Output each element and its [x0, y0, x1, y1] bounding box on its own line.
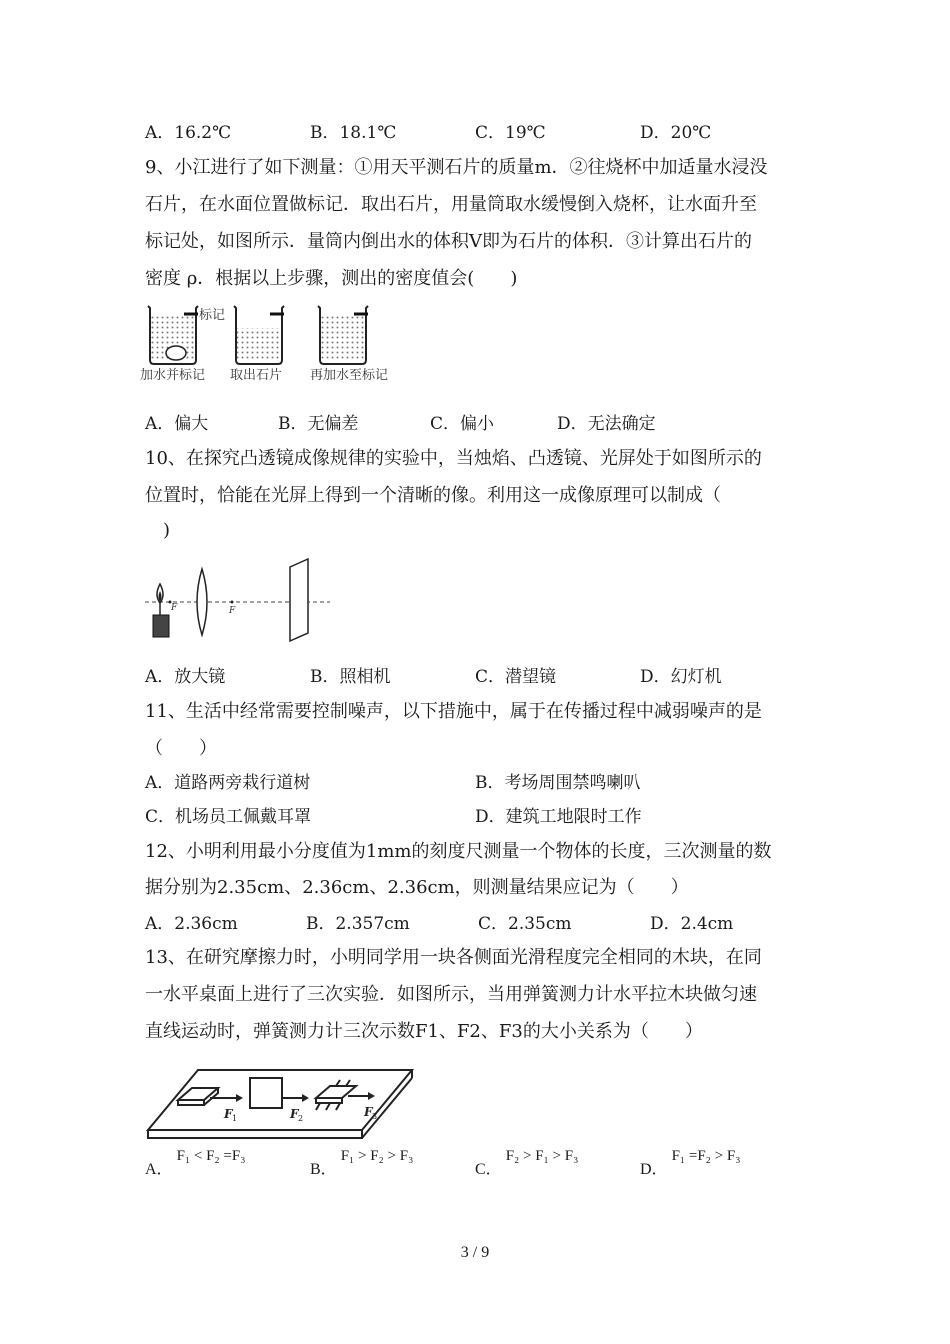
candle	[153, 584, 169, 637]
caption-3: 再加水至标记	[310, 368, 389, 383]
beaker-refilled	[310, 306, 388, 383]
q10-line-3: )	[145, 520, 171, 541]
q12-line-1: 12、小明利用最小分度值为1mm的刻度尺测量一个物体的长度，三次测量的数	[145, 841, 772, 862]
q13-option-d-expr: F₁ =F₂ > F₃	[671, 1148, 741, 1164]
caption-1: 加水并标记	[140, 368, 206, 383]
q13-option-c	[475, 1148, 579, 1179]
q11-line-2: （ ）	[145, 738, 217, 759]
force-sub-2: 2	[298, 1114, 304, 1123]
q9-line-3: 标记处，如图所示．量筒内倒出水的体积V即为石片的体积．③计算出石片的	[145, 231, 752, 252]
q10-optics-figure	[140, 555, 340, 650]
q13-option-b-expr: F₁ > F₂ > F₃	[340, 1148, 414, 1164]
q10-line-1: 10、在探究凸透镜成像规律的实验中，当烛焰、凸透镜、光屏处于如图所示的	[145, 448, 762, 469]
q9-line-1: 9、小江进行了如下测量：①用天平测石片的质量m．②往烧杯中加适量水浸没	[145, 157, 768, 178]
q11-line-1: 11、生活中经常需要控制噪声，以下措施中，属于在传播过程中减弱噪声的是	[145, 701, 762, 722]
q10-option-d: D．幻灯机	[640, 667, 722, 687]
q10-option-c: C．潜望镜	[475, 667, 557, 687]
q11-option-d: D．建筑工地限时工作	[475, 807, 642, 827]
q9-beaker-figure	[140, 300, 400, 390]
q13-line-1: 13、在研究摩擦力时，小明同学用一块各侧面光滑程度完全相同的木块，在同	[145, 947, 762, 968]
q12-option-b: B．2.357cm	[306, 914, 410, 934]
q13-option-b-letter: B．	[310, 1161, 337, 1178]
q9-option-b: B．无偏差	[278, 414, 359, 434]
q13-option-d	[640, 1148, 741, 1179]
q9-option-c: C．偏小	[430, 414, 495, 434]
q13-option-d-letter: D．	[640, 1161, 668, 1178]
q13-line-3: 直线运动时，弹簧测力计三次示数F1、F2、F3的大小关系为（ ）	[145, 1021, 703, 1042]
q10-option-a: A．放大镜	[145, 667, 226, 687]
q8-option-b: B．18.1℃	[310, 123, 397, 143]
q8-option-d: D．20℃	[640, 123, 712, 143]
page-number: 3 / 9	[460, 1244, 490, 1261]
q11-option-c: C．机场员工佩戴耳罩	[145, 807, 312, 827]
focus-label-right: F	[229, 606, 236, 616]
q12-option-a: A．2.36cm	[145, 914, 238, 934]
beaker-stone-removed	[230, 306, 284, 383]
q10-option-b: B．照相机	[310, 667, 391, 687]
force-sub-3: 3	[372, 1112, 378, 1121]
q9-option-a: A．偏大	[145, 414, 209, 434]
q9-option-d: D．无法确定	[557, 414, 656, 434]
q9-line-4: 密度 ρ．根据以上步骤，测出的密度值会( )	[145, 268, 518, 289]
convex-lens	[197, 569, 207, 635]
q13-option-c-letter: C．	[475, 1161, 502, 1178]
light-screen	[290, 559, 308, 641]
caption-2: 取出石片	[230, 368, 283, 383]
q11-option-b: B．考场周围禁鸣喇叭	[475, 773, 641, 793]
q13-option-a-letter: A．	[145, 1161, 173, 1178]
q13-option-a	[145, 1148, 246, 1179]
q13-friction-figure	[140, 1060, 420, 1150]
focus-label-left: F	[171, 603, 178, 613]
q8-option-a: A．16.2℃	[145, 123, 232, 143]
q13-line-2: 一水平桌面上进行了三次实验．如图所示，当用弹簧测力计水平拉木块做匀速	[145, 984, 757, 1005]
q12-line-2: 据分别为2.35cm、2.36cm、2.36cm，则测量结果应记为（ ）	[145, 877, 689, 898]
q11-option-a: A．道路两旁栽行道树	[145, 773, 311, 793]
q12-option-c: C．2.35cm	[478, 914, 572, 934]
q13-option-c-expr: F₂ > F₁ > F₃	[505, 1148, 579, 1164]
q13-option-a-expr: F₁ < F₂ =F₃	[176, 1148, 246, 1164]
q12-option-d: D．2.4cm	[650, 914, 734, 934]
force-label-3: F	[364, 1105, 373, 1119]
mark-label: 标记	[199, 308, 226, 323]
q10-line-2: 位置时，恰能在光屏上得到一个清晰的像。利用这一成像原理可以制成（	[145, 485, 721, 506]
q13-option-b	[310, 1148, 414, 1179]
beaker-with-stone	[140, 306, 225, 383]
q9-line-2: 石片，在水面位置做标记．取出石片，用量筒取水缓慢倒入烧杯，让水面升至	[145, 194, 757, 215]
force-label-1: F	[224, 1107, 233, 1121]
force-label-2: F	[290, 1107, 299, 1121]
force-sub-1: 1	[232, 1114, 238, 1123]
q8-option-c: C．19℃	[475, 123, 546, 143]
